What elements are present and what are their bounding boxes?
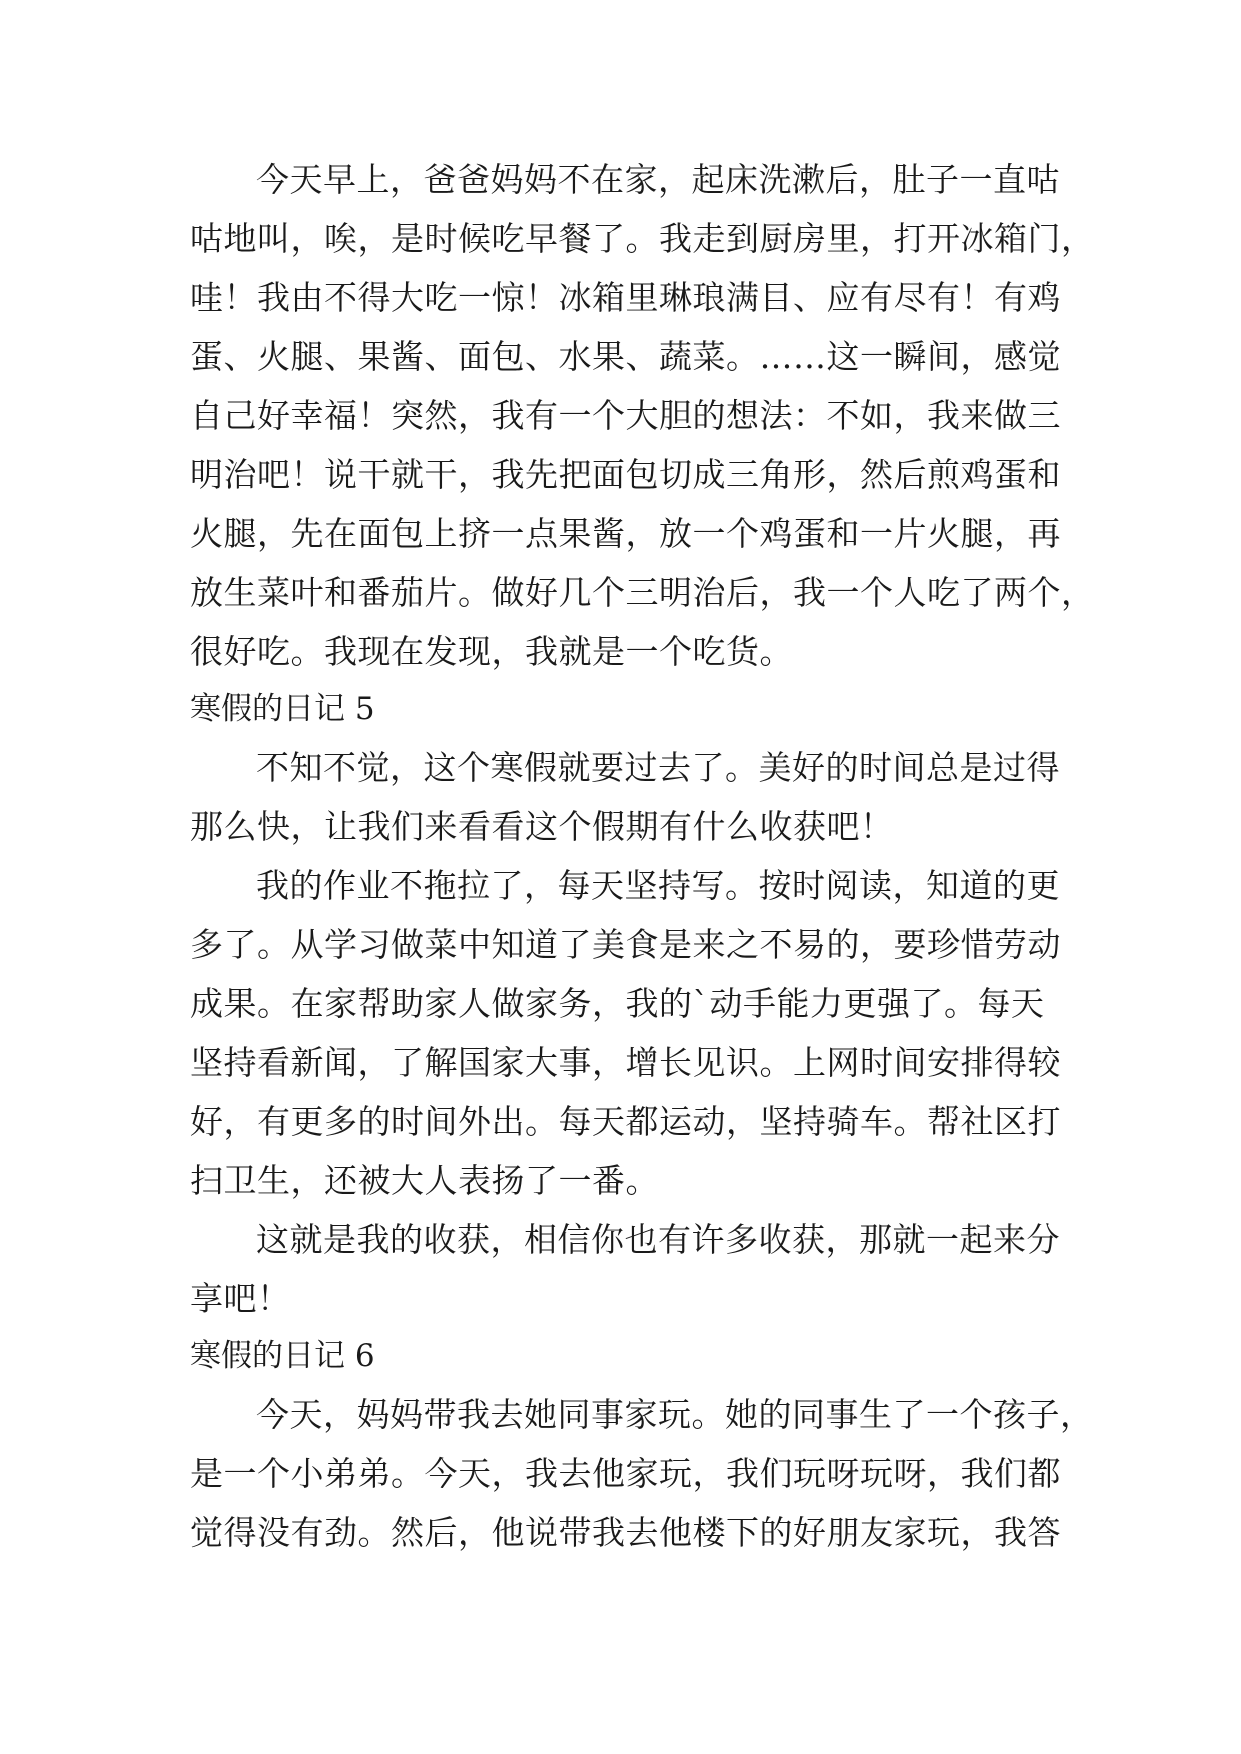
paragraph-3-line-2: 多了。从学习做菜中知道了美食是来之不易的，要珍惜劳动 <box>190 925 1061 964</box>
paragraph-1-line-9: 很好吃。我现在发现，我就是一个吃货。 <box>190 632 793 671</box>
paragraph-4-line-1: 这就是我的收获，相信你也有许多收获，那就一起来分 <box>256 1220 1060 1259</box>
paragraph-1-line-8: 放生菜叶和番茄片。做好几个三明治后，我一个人吃了两个， <box>190 573 1095 612</box>
paragraph-2-line-1: 不知不觉，这个寒假就要过去了。美好的时间总是过得 <box>256 748 1060 787</box>
paragraph-5-line-1: 今天，妈妈带我去她同事家玩。她的同事生了一个孩子， <box>256 1395 1094 1434</box>
paragraph-3-line-4: 坚持看新闻，了解国家大事，增长见识。上网时间安排得较 <box>190 1043 1061 1082</box>
paragraph-1-line-6: 明治吧！说干就干，我先把面包切成三角形，然后煎鸡蛋和 <box>190 455 1061 494</box>
paragraph-1-line-7: 火腿，先在面包上挤一点果酱，放一个鸡蛋和一片火腿，再 <box>190 514 1061 553</box>
diary-heading-5: 寒假的日记 5 <box>190 691 375 727</box>
paragraph-3-line-5: 好，有更多的时间外出。每天都运动，坚持骑车。帮社区打 <box>190 1102 1061 1141</box>
paragraph-3-line-1: 我的作业不拖拉了，每天坚持写。按时阅读，知道的更 <box>256 866 1060 905</box>
paragraph-1-line-5: 自己好幸福！突然，我有一个大胆的想法：不如，我来做三 <box>190 396 1061 435</box>
diary-heading-6: 寒假的日记 6 <box>190 1338 375 1374</box>
paragraph-1-line-4: 蛋、火腿、果酱、面包、水果、蔬菜。……这一瞬间，感觉 <box>190 337 1061 376</box>
paragraph-5-line-3: 觉得没有劲。然后，他说带我去他楼下的好朋友家玩，我答 <box>190 1513 1061 1552</box>
paragraph-1-line-3: 哇！我由不得大吃一惊！冰箱里琳琅满目、应有尽有！有鸡 <box>190 278 1061 317</box>
paragraph-1-line-1: 今天早上，爸爸妈妈不在家，起床洗漱后，肚子一直咕 <box>256 160 1060 199</box>
paragraph-1-line-2: 咕地叫，唉，是时候吃早餐了。我走到厨房里，打开冰箱门， <box>190 219 1095 258</box>
paragraph-4-line-2: 享吧！ <box>190 1279 291 1318</box>
paragraph-2-line-2: 那么快，让我们来看看这个假期有什么收获吧！ <box>190 807 894 846</box>
paragraph-3-line-3: 成果。在家帮助家人做家务，我的`动手能力更强了。每天 <box>190 984 1045 1023</box>
paragraph-5-line-2: 是一个小弟弟。今天，我去他家玩，我们玩呀玩呀，我们都 <box>190 1454 1061 1493</box>
paragraph-3-line-6: 扫卫生，还被大人表扬了一番。 <box>190 1161 659 1200</box>
